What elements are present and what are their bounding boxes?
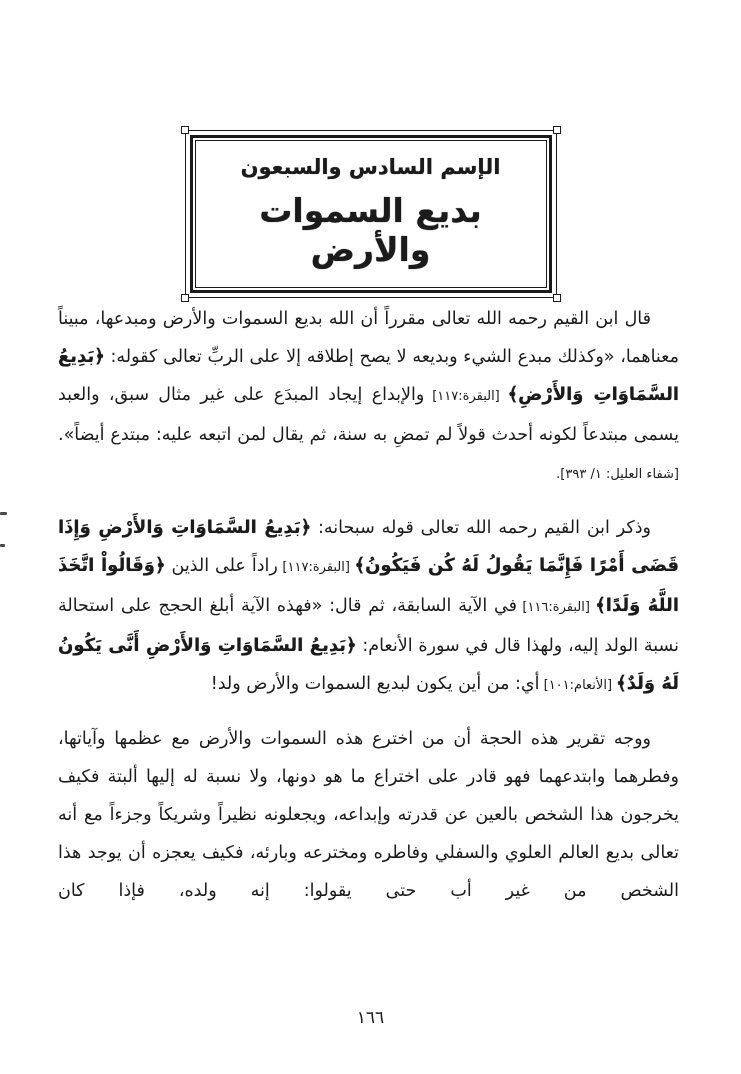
chapter-number-title: الإسم السادس والسبعون <box>240 155 501 179</box>
body-text: في الآية السابقة، ثم قال: «فهذه الآية أبلغ الحجج على استحالة نسبة الولد إليه، ولهذا قال في سورة الأنعام: <box>58 596 679 656</box>
quran-verse: ﴿بَدِيعُ السَّمَاوَاتِ وَالأَرْضِ وَإِذَا قَضَى أَمْرًا فَإِنَّمَا يَقُولُ لَهُ كُن فَيَكُونُ﴾ <box>58 517 679 576</box>
quran-verse: ﴿بَدِيعُ السَّمَاوَاتِ وَالأَرْضِ أَنَّى يَكُونُ لَهُ وَلَدٌ﴾ <box>58 635 679 694</box>
body-text: قال ابن القيم رحمه الله تعالى مقرراً أن الله بديع السموات والأرض ومبدعها، مبيناً معناهما، «وكذلك مبدع الشيء وبديعه لا يصح إطلاقه إلا على الربِّ تعالى كقوله: <box>58 309 679 367</box>
paragraph <box>58 720 679 910</box>
citation-ref: [الأنعام:١٠١] <box>539 678 617 693</box>
body-text-block <box>58 300 679 910</box>
frame-corner-ornament <box>553 126 561 134</box>
citation-ref: [شفاء العليل: ١/ ٣٩٣]. <box>556 467 679 482</box>
title-frame-mid-border <box>190 135 552 293</box>
body-text: والإبداع إيجاد المبدَع على غير مثال سبق، والعبد يسمى مبتدعاً لكونه أحدث قولاً لم تمضِ به سنة، ثم يقال لمن اتبعه عليه: مبتدع أيضاً». <box>58 385 679 445</box>
page-number: ١٦٦ <box>356 1008 385 1028</box>
scan-artifact <box>0 544 5 547</box>
body-text: ووجه تقرير هذه الحجة أن من اخترع هذه السموات والأرض مع عظمها وآياتها، وفطرهما وابتدعهما فهو قادر على اختراع ما هو دونها، ولا نسبة له إليها ألبتة فكيف يخرجون هذا الشخص بالعين عن قدرته وإبداعه، ويجعلونه نظيراً وشريكاً وجزءاً مع أنه تعالى بديع العالم العلوي والسفلي وفاطره ومخترعه وبارئه، فكيف يعجزه أن يوجد هذا الشخص من غير أب حتى يقولوا: إنه ولده، فإذا كان <box>58 729 679 901</box>
citation-ref: [البقرة:١١٧] <box>277 560 355 575</box>
body-text: وذكر ابن القيم رحمه الله تعالى قوله سبحانه: <box>311 518 651 538</box>
divine-name-title: بديع السموات والأرض <box>259 191 482 269</box>
title-frame-inner-border <box>195 140 547 288</box>
citation-ref: [البقرة:١١٧] <box>424 389 508 404</box>
paragraph <box>58 509 679 705</box>
title-frame <box>185 130 557 298</box>
quran-verse: ﴿وَقَالُواْ اتَّخَذَ اللَّهُ وَلَدًا﴾ <box>58 555 679 616</box>
citation-ref: [البقرة:١١٦] <box>517 600 596 615</box>
paragraph <box>58 300 679 494</box>
scan-artifact <box>0 512 7 515</box>
body-text: راداً على الذين <box>165 556 278 576</box>
frame-corner-ornament <box>181 126 189 134</box>
quran-verse: ﴿بَدِيعُ السَّمَاوَاتِ وَالأَرْضِ﴾ <box>58 346 679 405</box>
title-frame-outer-border <box>185 130 557 298</box>
body-text: أي: من أين يكون لبديع السموات والأرض ولد! <box>210 674 540 694</box>
